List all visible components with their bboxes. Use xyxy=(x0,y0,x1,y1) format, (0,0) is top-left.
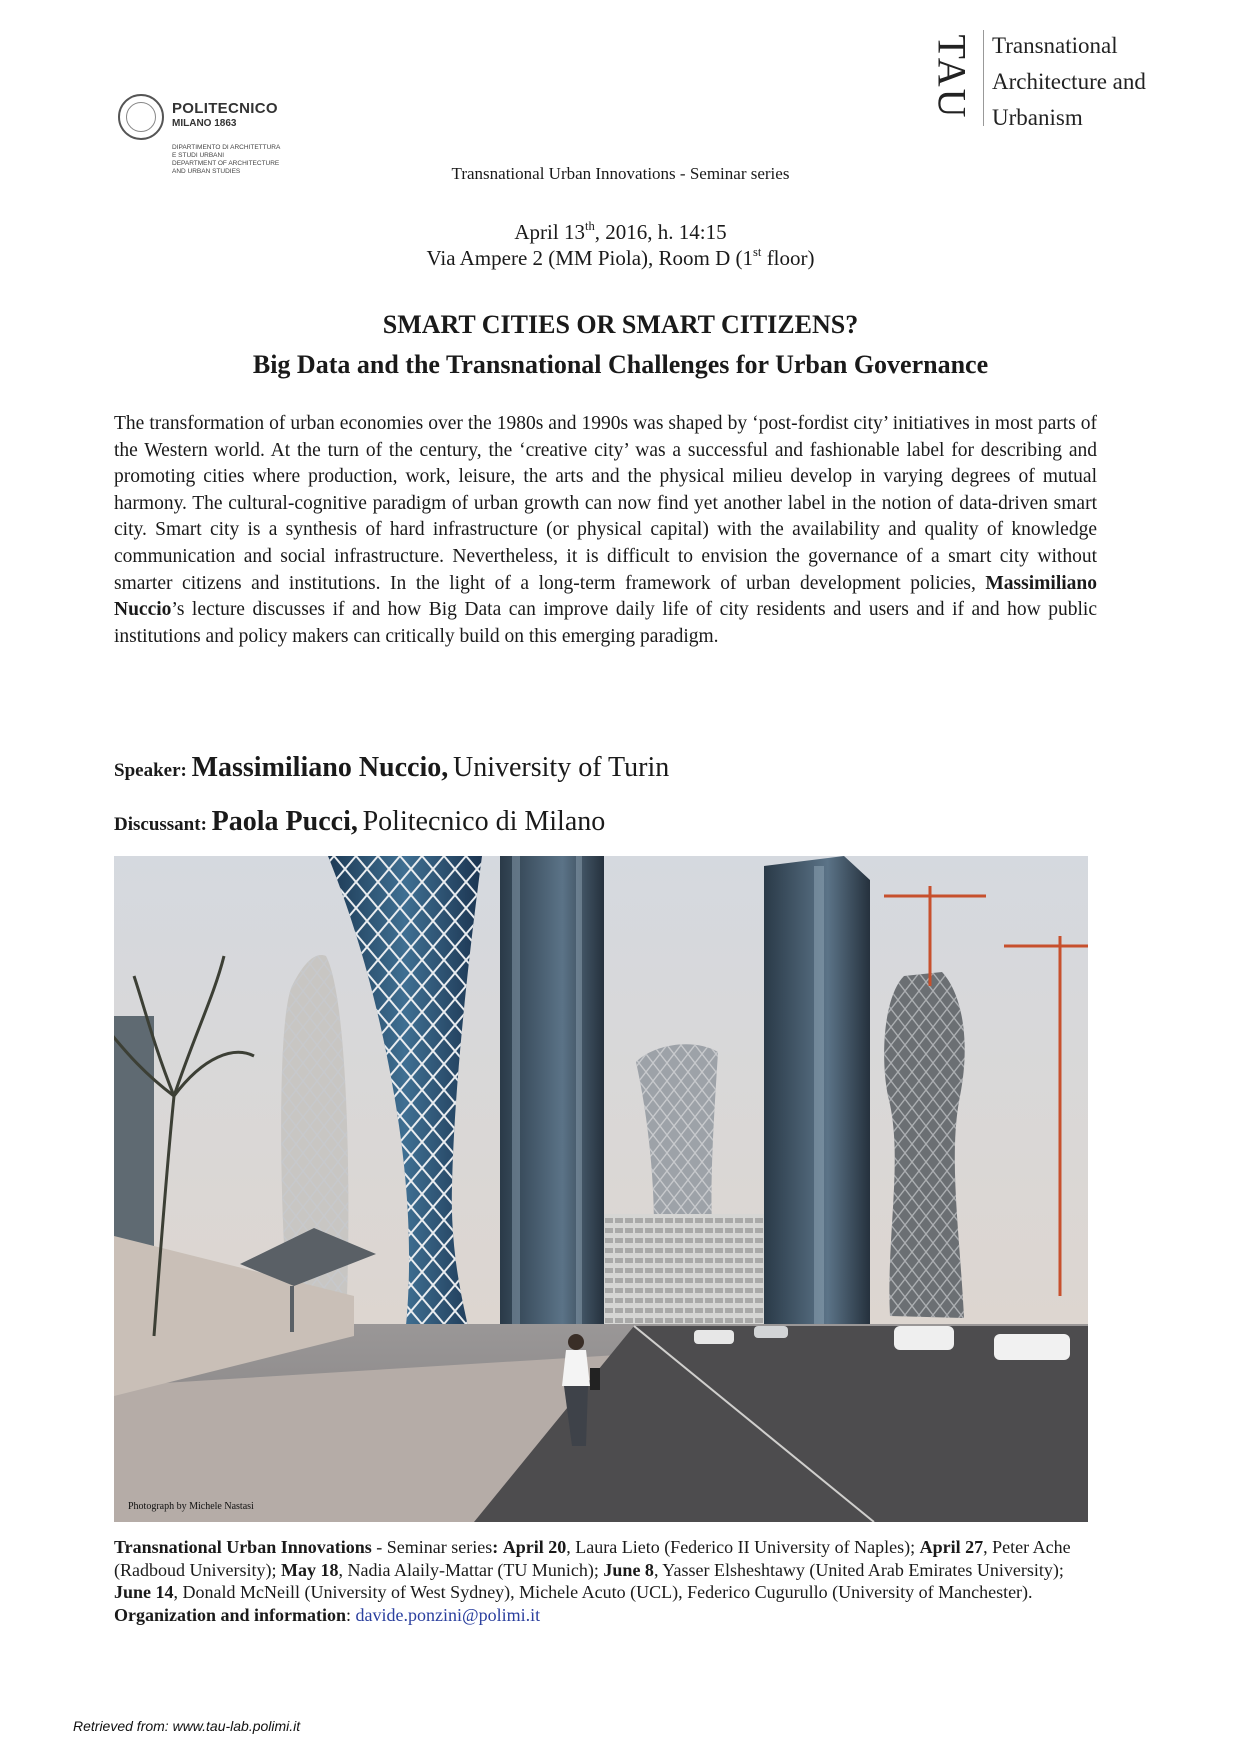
discussant-affiliation: Politecnico di Milano xyxy=(362,806,606,837)
tau-logo-mark: TAU xyxy=(929,34,975,120)
source-note: Retrieved from: www.tau-lab.polimi.it xyxy=(73,1718,301,1734)
discussant-line xyxy=(114,806,605,838)
page-subtitle: Big Data and the Transnational Challenges for Urban Governance xyxy=(252,350,989,379)
department-line: DEPARTMENT OF ARCHITECTURE xyxy=(172,160,280,167)
speaker-label: Speaker: xyxy=(114,760,187,781)
abstract-paragraph: The transformation of urban economies over the 1980s and 1990s was shaped by ‘post-fordist city’ initiatives in most parts of the Western world. At the turn of the century, the ‘creative city’ was a successful and fashionable label for describing and promoting cities where production, work, leisure, the arts and the physical milieu develop in varying degrees of mutual harmony. The cultural-cognitive paradigm of urban growth can now find yet another label in the notion of data-driven smart city. Smart city is a synthesis of hard infrastructure (or physical capital) with the availability and quality of knowledge communication and social infrastructure. Nevertheless, it is difficult to envision the governance of a smart city without smarter citizens and institutions. In the light of a long-term framework of urban development policies, Massimiliano Nuccio’s lecture discusses if and how Big Data can improve daily life of city residents and users and if and how public institutions and policy makers can critically build on this emerging paradigm. xyxy=(114,413,1097,647)
department-line: E STUDI URBANI xyxy=(172,152,225,159)
organization-label: Organization and information xyxy=(114,1604,347,1625)
seminar-series-footer: Transnational Urban Innovations - Seminar series: April 20, Laura Lieto (Federico II University of Naples); April 27, Peter Ache (Radboud University); May 18, Nadia Alaily-Mattar (TU Munich); June 8, Yasser Elsheshtawy (United Arab Emirates University); June 14, Donald McNeill (University of West Sydney), Michele Acuto (UCL), Federico Cugurullo (University of Manchester). Organization and information: davide.ponzini@polimi.it xyxy=(114,1537,1071,1625)
tau-logo-divider xyxy=(983,30,984,126)
abstract-speaker-name: Massimiliano Nuccio xyxy=(114,572,1097,621)
skyline-illustration xyxy=(114,856,1088,1522)
politecnico-name: POLITECNICO xyxy=(172,100,278,117)
speaker-affiliation: University of Turin xyxy=(453,752,670,783)
department-line: DIPARTIMENTO DI ARCHITETTURA xyxy=(172,144,281,151)
department-line: AND URBAN STUDIES xyxy=(172,168,241,175)
city-photograph xyxy=(114,856,1088,1522)
page-title: SMART CITIES OR SMART CITIZENS? xyxy=(382,310,859,339)
speaker-name: Massimiliano Nuccio, xyxy=(191,752,449,783)
discussant-name: Paola Pucci, xyxy=(211,806,358,837)
politecnico-year: MILANO 1863 xyxy=(172,118,237,129)
event-venue: Via Ampere 2 (MM Piola), Room D (1st floor) xyxy=(426,245,815,270)
speaker-line xyxy=(114,752,669,784)
photo-credit: Photograph by Michele Nastasi xyxy=(128,1501,254,1512)
discussant-label: Discussant: xyxy=(114,814,207,835)
tau-logo-name: Transnational Architecture and Urbanism xyxy=(992,33,1146,130)
event-date: April 13th, 2016, h. 14:15 xyxy=(514,219,727,244)
series-title: Transnational Urban Innovations - Seminar series xyxy=(451,164,790,183)
politecnico-seal-icon xyxy=(118,94,164,140)
contact-email-link[interactable]: davide.ponzini@polimi.it xyxy=(355,1604,541,1625)
